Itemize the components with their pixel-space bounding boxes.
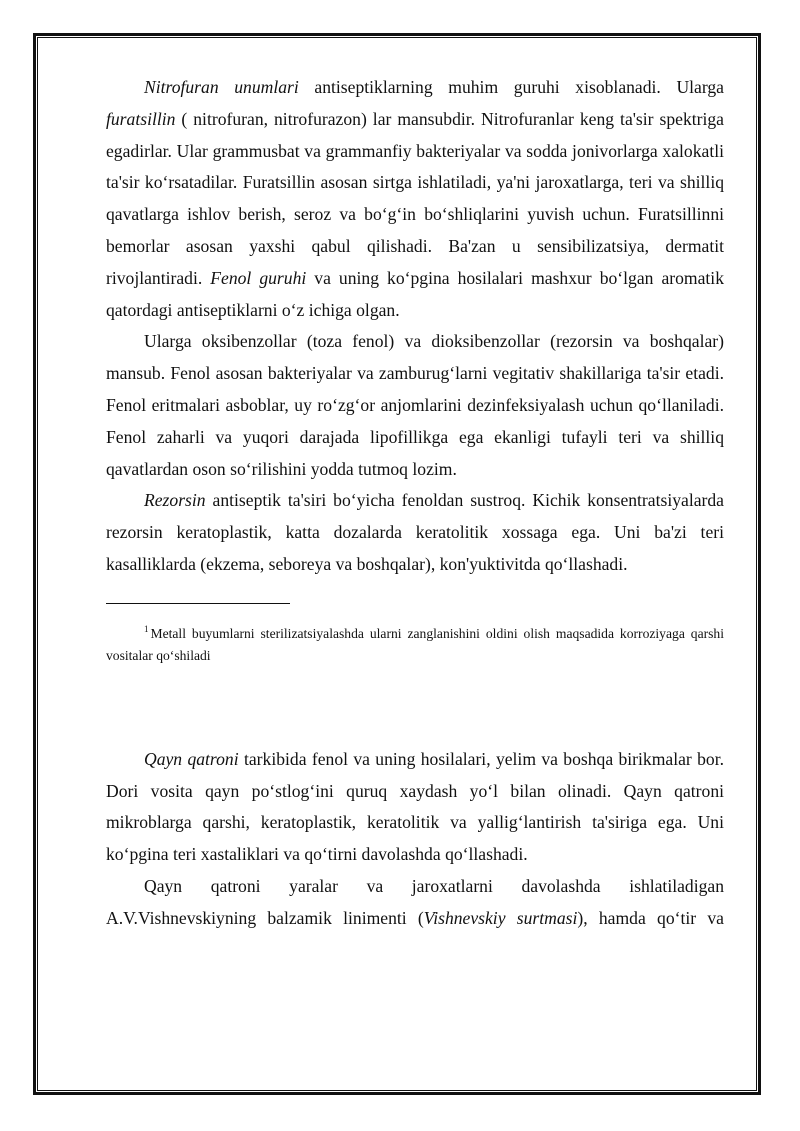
paragraph-rezorsin xyxy=(106,485,724,580)
page-break-space xyxy=(106,667,724,744)
footnote-separator xyxy=(106,603,290,604)
document-body xyxy=(106,72,724,935)
term-fenol-guruhi: Fenol guruhi xyxy=(210,267,307,288)
paragraph-vishnevskiy xyxy=(106,871,724,935)
footnote xyxy=(106,618,724,667)
text-span: ( nitrofuran, nitrofurazon) lar mansubdir. Nitrofuranlar keng ta'sir spektriga egadirlar. Ular grammusbat va grammanfiy bakteriyalar va sodda jonivorlarga xalokatli ta'sir ko‘rsatadilar. Furatsillin asosan sirtga ishlatiladi, ya'ni jaroxatlarga, teri va shilliq qavatlarga ishlov berish, seroz va bo‘g‘in bo‘shliqlarini yuvish uchun. Furatsillinni bemorlar asosan yaxshi qabul qilishadi. Ba'zan u sensibilizatsiya, dermatit rivojlantiradi. xyxy=(106,108,724,288)
text-span: antiseptik ta'siri bo‘yicha fenoldan sustroq. Kichik konsentratsiyalarda rezorsin keratoplastik, katta dozalarda keratolitik xossaga ega. Uni ba'zi teri kasalliklarda (ekzema, seboreya va boshqalar), kon'yuktivitda qo‘llashadi. xyxy=(106,490,724,574)
paragraph-qayn-qatroni xyxy=(106,744,724,871)
footnote-marker: 1 xyxy=(144,623,149,634)
text-span: antiseptiklarning muhim guruhi xisoblanadi. Ularga xyxy=(298,77,724,97)
paragraph-fenol: Ularga oksibenzollar (toza fenol) va dioksibenzollar (rezorsin va boshqalar) mansub. Fenol asosan bakteriyalar va zamburug‘larni vegitativ shakillariga ta'sir etadi. Fenol eritmalari asboblar, uy ro‘zg‘or anjomlarini dezinfeksiyalash uchun qo‘llaniladi. Fenol zaharli va yuqori darajada lipofillikga ega ekanligi tufayli teri va shilliq qavatlardan oson so‘rilishini yodda tutmoq lozim. xyxy=(106,331,724,479)
term-rezorsin: Rezorsin xyxy=(144,490,206,511)
text-span: Qayn qatroni yaralar va jaroxatlarni davolashda ishlatiladigan A.V.Vishnevskiyning balzamik linimenti ( xyxy=(106,875,724,928)
term-nitrofuran: Nitrofuran unumlari xyxy=(144,77,299,97)
text-span: tarkibida fenol va uning hosilalari, yelim va boshqa birikmalar bor. Dori vosita qayn po‘stlog‘ini quruq xaydash yo‘l bilan olinadi. Qayn qatroni mikroblarga qarshi, keratoplastik, keratolitik va yallig‘lantirish ta'siriga ega. Uni ko‘pgina teri xastaliklari va qo‘tirni davolashda qo‘llashadi. xyxy=(106,748,725,865)
text-span: va uning ko‘pgina hosilalari mashxur bo‘lgan aromatik qatordagi antiseptiklarni o‘z ichiga olgan. xyxy=(106,267,724,320)
footnote-text: Metall buyumlarni sterilizatsiyalashda ularni zanglanishini oldini olish maqsadida korroziyaga qarshi vositalar qo‘shiladi xyxy=(106,625,724,663)
paragraph-nitrofuran xyxy=(106,72,724,326)
text-span: ), hamda qo‘tir va xyxy=(577,907,724,928)
term-furatsillin: furatsillin xyxy=(106,108,176,129)
term-vishnevskiy-surtmasi: Vishnevskiy surtmasi xyxy=(423,907,578,928)
term-qayn-qatroni: Qayn qatroni xyxy=(144,748,239,769)
